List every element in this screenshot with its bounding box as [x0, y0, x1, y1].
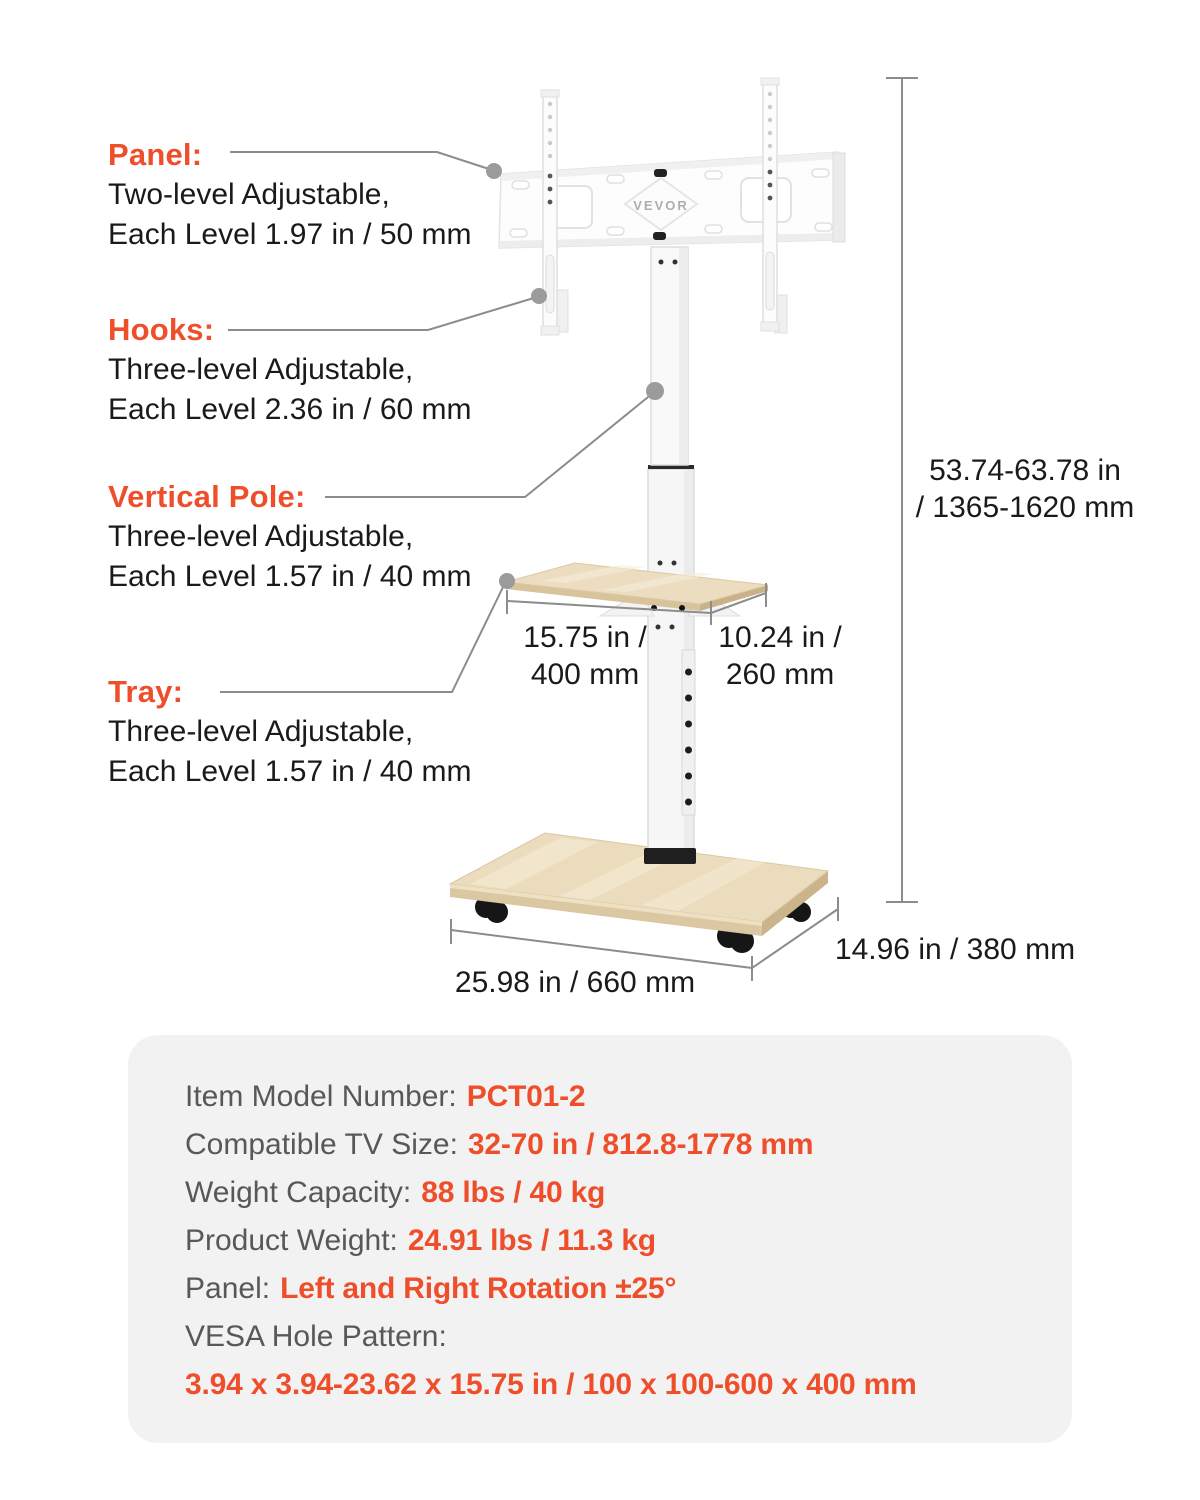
pole-leader-dot: [646, 382, 664, 400]
spec-value: Left and Right Rotation ±25°: [280, 1272, 677, 1305]
feature-label-vertical-pole: [108, 477, 498, 597]
feature-line: Three-level Adjustable,: [108, 353, 414, 386]
spec-row-model: [185, 1073, 1032, 1121]
feature-title: Hooks:: [108, 312, 215, 347]
height-dimension-line2: / 1365-1620 mm: [915, 491, 1135, 524]
spec-row-vesa-value: [185, 1361, 1032, 1409]
base-width-label: 25.98 in / 660 mm: [454, 966, 696, 999]
tray-depth-label: [685, 619, 875, 693]
panel-end-cap: [833, 153, 845, 242]
spec-value: 3.94 x 3.94-23.62 x 15.75 in / 100 x 100-600 x 400 mm: [185, 1368, 917, 1401]
spec-row-tv-size: [185, 1121, 1032, 1169]
height-dimension-label: [905, 452, 1145, 526]
spec-label: Product Weight:: [185, 1224, 398, 1257]
base-depth-label: 14.96 in / 380 mm: [834, 933, 1076, 966]
spec-label: Item Model Number:: [185, 1080, 457, 1113]
feature-title: Tray:: [108, 674, 184, 709]
spec-value: 88 lbs / 40 kg: [421, 1176, 606, 1209]
feature-line: Each Level 1.97 in / 50 mm: [108, 218, 472, 251]
spec-label: Compatible TV Size:: [185, 1128, 458, 1161]
tray-depth-line2: 260 mm: [725, 658, 835, 691]
tray-width-line1: 15.75 in /: [523, 621, 647, 654]
feature-label-panel: [108, 135, 498, 255]
spec-label: Panel:: [185, 1272, 271, 1305]
spec-row-product-weight: [185, 1217, 1032, 1265]
tray-width-line2: 400 mm: [530, 658, 640, 691]
pole-base-connector: [644, 848, 696, 864]
feature-title: Panel:: [108, 137, 203, 172]
spec-value: 32-70 in / 812.8-1778 mm: [467, 1128, 814, 1161]
spec-row-panel-rotation: [185, 1265, 1032, 1313]
height-dimension-line1: 53.74-63.78 in: [929, 454, 1121, 487]
spec-value: PCT01-2: [466, 1080, 586, 1113]
feature-line: Each Level 1.57 in / 40 mm: [108, 560, 472, 593]
feature-line: Each Level 2.36 in / 60 mm: [108, 393, 472, 426]
spec-value: 24.91 lbs / 11.3 kg: [407, 1224, 656, 1257]
feature-line: Three-level Adjustable,: [108, 520, 414, 553]
spec-label: Weight Capacity:: [185, 1176, 412, 1209]
tray-depth-line1: 10.24 in /: [718, 621, 842, 654]
panel-cutout: [552, 186, 592, 228]
feature-line: Three-level Adjustable,: [108, 715, 414, 748]
feature-label-tray: [108, 672, 498, 792]
feature-label-hooks: [108, 310, 498, 430]
spec-label: VESA Hole Pattern:: [185, 1320, 447, 1353]
feature-line: Each Level 1.57 in / 40 mm: [108, 755, 472, 788]
base-board: [450, 833, 828, 936]
brand-logo-text: VEVOR: [633, 198, 689, 213]
tray-leader-dot: [499, 573, 515, 589]
vertical-pole: [644, 247, 696, 864]
spec-row-vesa-label: [185, 1313, 1032, 1361]
feature-title: Vertical Pole:: [108, 479, 306, 514]
spec-row-weight-capacity: [185, 1169, 1032, 1217]
tray-width-label: [490, 619, 680, 693]
feature-line: Two-level Adjustable,: [108, 178, 390, 211]
spec-panel: [128, 1035, 1072, 1443]
hooks-leader-dot: [531, 288, 547, 304]
